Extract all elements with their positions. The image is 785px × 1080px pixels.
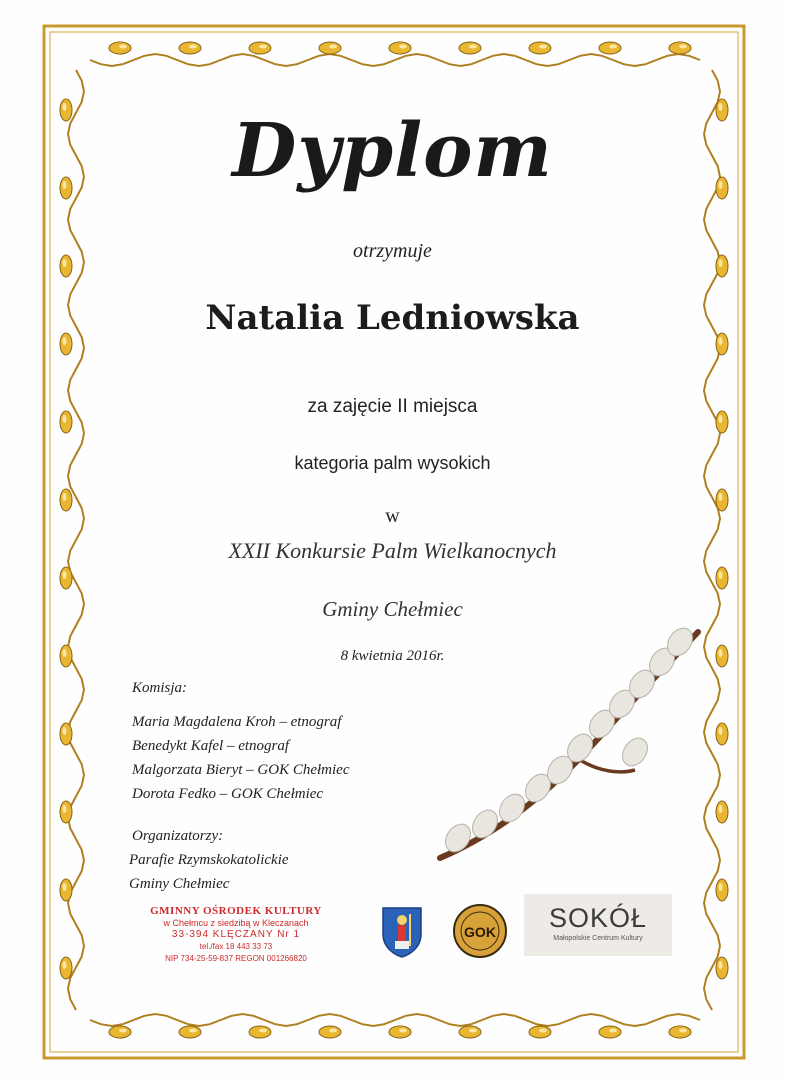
- organizers-list: [129, 848, 289, 896]
- institution-stamp: [136, 905, 336, 965]
- catkin-bud: [494, 789, 529, 826]
- golden-bud-ornament: [389, 42, 411, 54]
- committee-member: Dorota Fedko – GOK Chełmiec: [132, 786, 324, 802]
- golden-bud-ornament: [669, 1026, 691, 1038]
- organizers-label: Organizatorzy:: [132, 828, 224, 844]
- committee-member: Benedykt Kafel – etnograf: [132, 738, 290, 754]
- golden-bud-ornament: [599, 42, 621, 54]
- golden-bud-ornament: [716, 567, 728, 589]
- golden-bud-ornament: [459, 1026, 481, 1038]
- golden-bud-ornament: [60, 957, 72, 979]
- golden-bud-ornament: [249, 42, 271, 54]
- golden-bud-ornament: [319, 1026, 341, 1038]
- golden-bud-ornament: [179, 42, 201, 54]
- stamp-line: NIP 734-25-59-837 REGON 001266820: [165, 954, 307, 963]
- golden-bud-ornament: [60, 879, 72, 901]
- committee-list: [132, 710, 349, 806]
- catkin-bud: [617, 733, 652, 770]
- sokol-subtitle: Małopolskie Centrum Kultury: [553, 935, 643, 942]
- receives-label: otrzymuje: [353, 240, 432, 262]
- golden-bud-ornament: [529, 42, 551, 54]
- catkin-bud: [467, 805, 502, 842]
- golden-bud-ornament: [60, 801, 72, 823]
- sokol-logo: [524, 894, 672, 956]
- golden-bud-ornament: [716, 957, 728, 979]
- golden-bud-ornament: [716, 879, 728, 901]
- recipient-name: Natalia Ledniowska: [205, 298, 580, 338]
- golden-bud-ornament: [529, 1026, 551, 1038]
- committee-member: Malgorzata Bieryt – GOK Chełmiec: [132, 762, 350, 778]
- vine-stroke: [90, 54, 700, 66]
- in-text: w: [385, 505, 400, 527]
- stamp-line: tel./fax 18 443 33 73: [199, 942, 273, 951]
- gok-logo: [451, 902, 509, 960]
- organizer-item: Gminy Chełmiec: [129, 876, 230, 892]
- stamp-line: w Chełmcu z siedzibą w Kleczanach: [163, 918, 309, 928]
- diploma-title: Dyplom: [232, 108, 553, 194]
- golden-bud-ornament: [459, 42, 481, 54]
- committee-label: Komisja:: [132, 680, 188, 696]
- contest-name: XXII Konkursie Palm Wielkanocnych: [228, 538, 557, 563]
- place-text: za zajęcie II miejsca: [307, 396, 478, 417]
- coat-of-arms-logo: [381, 906, 423, 958]
- golden-bud-ornament: [389, 1026, 411, 1038]
- golden-bud-ornament: [249, 1026, 271, 1038]
- sokol-title: SOKÓŁ: [548, 903, 648, 933]
- golden-bud-ornament: [179, 1026, 201, 1038]
- committee-member: Maria Magdalena Kroh – etnograf: [132, 714, 342, 730]
- municipality-name: Gminy Chełmiec: [322, 597, 463, 621]
- svg-text:GOK: GOK: [464, 924, 496, 940]
- organizer-item: Parafie Rzymskokatolickie: [129, 852, 289, 868]
- catkin-bud: [440, 819, 475, 856]
- diploma-date: 8 kwietnia 2016r.: [340, 648, 445, 664]
- stamp-line: GMINNY OŚRODEK KULTURY: [150, 905, 322, 917]
- golden-bud-ornament: [109, 1026, 131, 1038]
- category-text: kategoria palm wysokich: [294, 453, 491, 473]
- golden-bud-ornament: [60, 567, 72, 589]
- golden-bud-ornament: [319, 42, 341, 54]
- stamp-line: 33-394 KLĘCZANY Nr 1: [171, 929, 301, 940]
- golden-bud-ornament: [669, 42, 691, 54]
- golden-bud-ornament: [60, 723, 72, 745]
- golden-bud-ornament: [109, 42, 131, 54]
- pussy-willow-branch-image: [430, 622, 720, 872]
- golden-bud-ornament: [599, 1026, 621, 1038]
- vine-stroke: [90, 1014, 700, 1026]
